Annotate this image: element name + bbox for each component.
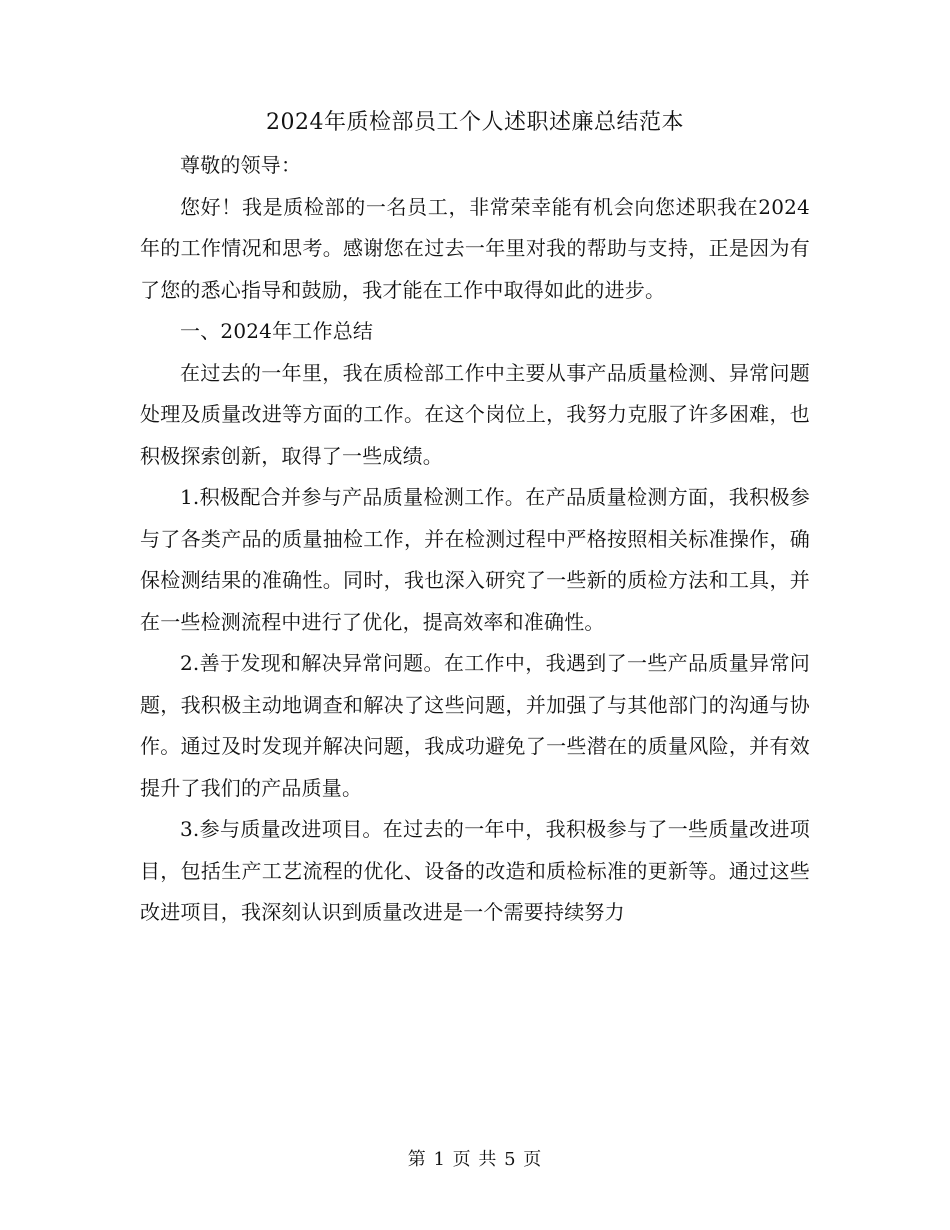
salutation: 尊敬的领导： bbox=[180, 153, 302, 177]
document-title: 2024年质检部员工个人述职述廉总结范本 bbox=[266, 110, 684, 135]
item-2-paragraph: 2.善于发现和解决异常问题。在工作中，我遇到了一些产品质量异常问题，我积极主动地调查和解决了这些问题，并加强了与其他部门的沟通与协作。通过及时发现并解决问题，我成功避免了一些潜在的质量风险，并有效提升了我们的产品质量。 bbox=[140, 651, 810, 800]
summary-paragraph: 在过去的一年里，我在质检部工作中主要从事产品质量检测、异常问题处理及质量改进等方面的工作。在这个岗位上，我努力克服了许多困难，也积极探索创新，取得了一些成绩。 bbox=[140, 360, 810, 468]
section-heading: 一、2024年工作总结 bbox=[180, 319, 374, 343]
greeting-paragraph: 您好！我是质检部的一名员工，非常荣幸能有机会向您述职我在2024年的工作情况和思考。感谢您在过去一年里对我的帮助与支持，正是因为有了您的悉心指导和鼓励，我才能在工作中取得如此的进步。 bbox=[140, 194, 810, 302]
item-3-paragraph: 3.参与质量改进项目。在过去的一年中，我积极参与了一些质量改进项目，包括生产工艺流程的优化、设备的改造和质检标准的更新等。通过这些改进项目，我深刻认识到质量改进是一个需要持续努力 bbox=[140, 817, 810, 924]
page-footer: 第 1 页 共 5 页 bbox=[407, 1149, 543, 1170]
item-1-paragraph: 1.积极配合并参与产品质量检测工作。在产品质量检测方面，我积极参与了各类产品的质量抽检工作，并在检测过程中严格按照相关标准操作，确保检测结果的准确性。同时，我也深入研究了一些新的质检方法和工具，并在一些检测流程中进行了优化，提高效率和准确性。 bbox=[140, 485, 810, 634]
